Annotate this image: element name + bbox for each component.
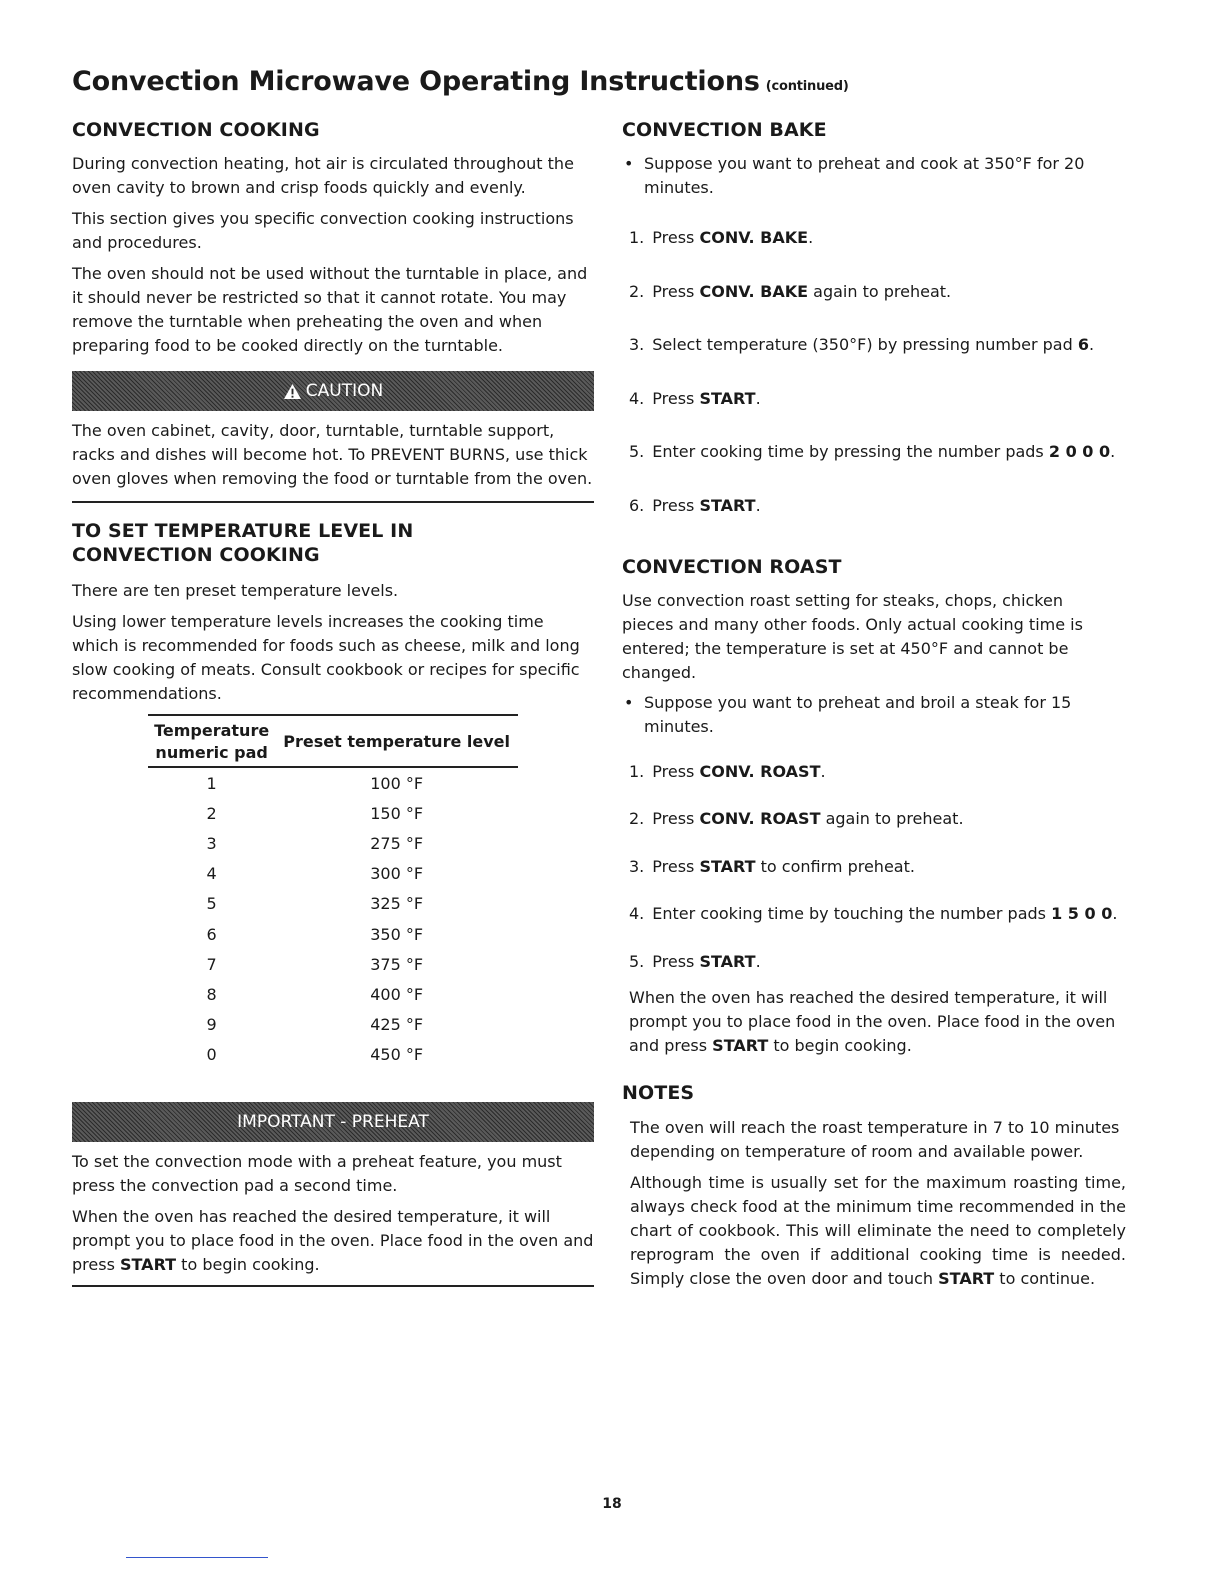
step-item: 4. Enter cooking time by touching the number pads 1 5 0 0. xyxy=(629,904,1118,923)
table-cell-pad: 3 xyxy=(206,833,217,853)
right-column xyxy=(622,118,1150,1291)
page-title-continued: (continued) xyxy=(765,79,849,94)
table-header-level: Preset temperature level xyxy=(275,715,518,767)
table-cell-pad: 7 xyxy=(206,954,217,974)
table-cell-pad: 6 xyxy=(206,924,217,944)
temperature-level-heading: TO SET TEMPERATURE LEVEL IN CONVECTION COOKING xyxy=(72,520,414,566)
divider xyxy=(72,1285,594,1287)
table-row xyxy=(148,949,518,979)
convection-cooking-heading: CONVECTION COOKING xyxy=(72,119,320,141)
roast-intro: Use convection roast setting for steaks, chops, chicken pieces and many other foods. Only actual cooking time is entered; the temperature is set at 450°F and cannot be changed. xyxy=(622,590,1083,682)
roast-example-bullet: • Suppose you want to preheat and broil a steak for 15 minutes. xyxy=(624,692,1072,736)
table-cell-temperature: 425 °F xyxy=(370,1015,424,1035)
caution-label: CAUTION xyxy=(305,381,384,401)
table-cell-temperature: 450 °F xyxy=(370,1045,424,1065)
turntable-note: The oven should not be used without the turntable in place, and it should never be restricted so that it cannot rotate. You may remove the turntable when preheating the oven and when preparing food to be cooked directly on the turntable. xyxy=(72,264,588,355)
bake-steps-list xyxy=(622,226,1150,518)
table-cell-temperature: 325 °F xyxy=(370,894,424,914)
divider xyxy=(72,501,594,503)
step-item: 3. Press START to confirm preheat. xyxy=(629,856,915,876)
step-item: 5. Enter cooking time by pressing the number pads 2 0 0 0. xyxy=(629,442,1116,461)
table-header-pad: Temperature numeric pad xyxy=(148,715,275,767)
convection-cooking-intro: During convection heating, hot air is circulated throughout the oven cavity to brown and crisp foods quickly and evenly. xyxy=(72,154,574,197)
roast-steps-list xyxy=(622,760,1150,974)
table-row xyxy=(148,979,518,1009)
important-preheat-label: IMPORTANT - PREHEAT xyxy=(237,1111,429,1132)
table-cell-temperature: 100 °F xyxy=(370,773,424,793)
convection-roast-heading: CONVECTION ROAST xyxy=(622,555,842,578)
preheat-prompt-text: When the oven has reached the desired temperature, it will prompt you to place food in the oven. Place food in the oven and press START to begin cooking. xyxy=(72,1206,594,1274)
step-item: 1. Press CONV. BAKE. xyxy=(629,228,814,247)
table-cell-pad: 8 xyxy=(206,984,217,1004)
table-row xyxy=(148,1040,518,1070)
warning-triangle-icon xyxy=(283,383,302,400)
table-cell-temperature: 275 °F xyxy=(370,833,424,853)
step-item: 2. Press CONV. BAKE again to preheat. xyxy=(629,281,952,301)
page-title: Convection Microwave Operating Instructions (continued) xyxy=(72,66,849,97)
caution-banner xyxy=(72,371,594,411)
notes-heading: NOTES xyxy=(622,1081,695,1104)
convection-bake-heading: CONVECTION BAKE xyxy=(622,119,827,141)
caution-text: The oven cabinet, cavity, door, turntable, turntable support, racks and dishes will become hot. To PREVENT BURNS, use thick oven gloves when removing the food or turntable from the oven. xyxy=(72,421,593,488)
step-item: 6. Press START. xyxy=(629,495,761,515)
table-row xyxy=(148,798,518,828)
table-row xyxy=(148,828,518,858)
preheat-text: To set the convection mode with a preheat feature, you must press the convection pad a second time. xyxy=(72,1151,562,1195)
step-item: 4. Press START. xyxy=(629,388,761,408)
table-row xyxy=(148,767,518,798)
bake-example-bullet: • Suppose you want to preheat and cook at 350°F for 20 minutes. xyxy=(624,154,1085,197)
temperature-table xyxy=(148,714,518,1070)
roast-prompt-text: When the oven has reached the desired temperature, it will prompt you to place food in the oven. Place food in the oven and press START to begin cooking. xyxy=(629,987,1116,1055)
left-column xyxy=(72,118,594,1287)
table-cell-temperature: 300 °F xyxy=(370,864,424,884)
step-item: 2. Press CONV. ROAST again to preheat. xyxy=(629,809,964,828)
table-cell-temperature: 150 °F xyxy=(370,803,424,823)
step-item: 3. Select temperature (350°F) by pressing number pad 6. xyxy=(629,335,1095,354)
table-row xyxy=(148,1010,518,1040)
table-cell-temperature: 350 °F xyxy=(370,924,424,944)
table-cell-pad: 4 xyxy=(206,864,217,884)
step-item: 1. Press CONV. ROAST. xyxy=(629,761,826,781)
notes-text-1: The oven will reach the roast temperature in 7 to 10 minutes depending on temperature of room and available power. xyxy=(630,1117,1120,1161)
table-row xyxy=(148,859,518,889)
table-cell-pad: 9 xyxy=(206,1015,217,1035)
table-cell-pad: 1 xyxy=(206,773,217,793)
table-row xyxy=(148,919,518,949)
page-number: 18 xyxy=(602,1496,622,1512)
table-cell-pad: 2 xyxy=(206,803,217,823)
table-cell-temperature: 400 °F xyxy=(370,984,424,1004)
table-row xyxy=(148,889,518,919)
table-cell-pad: 0 xyxy=(206,1045,217,1065)
preset-levels-text: There are ten preset temperature levels. xyxy=(72,581,399,600)
step-item: 5. Press START. xyxy=(629,951,761,971)
table-header-row xyxy=(148,715,518,767)
footer-rule xyxy=(126,1557,268,1558)
lower-temperature-text: Using lower temperature levels increases the cooking time which is recommended for foods such as cheese, milk and long slow cooking of meats. Consult cookbook or recipes for specific recommendations. xyxy=(72,612,580,703)
notes-text-2: Although time is usually set for the maximum roasting time, always check food at the minimum time recommended in the chart of cookbook. This will eliminate the need to completely reprogram the oven if additional cooking time is needed. Simply close the oven door and touch START to continue. xyxy=(630,1172,1126,1288)
important-preheat-banner xyxy=(72,1102,594,1142)
table-cell-temperature: 375 °F xyxy=(370,954,424,974)
convection-cooking-section-info: This section gives you specific convection cooking instructions and procedures. xyxy=(72,209,574,252)
table-cell-pad: 5 xyxy=(206,894,217,914)
